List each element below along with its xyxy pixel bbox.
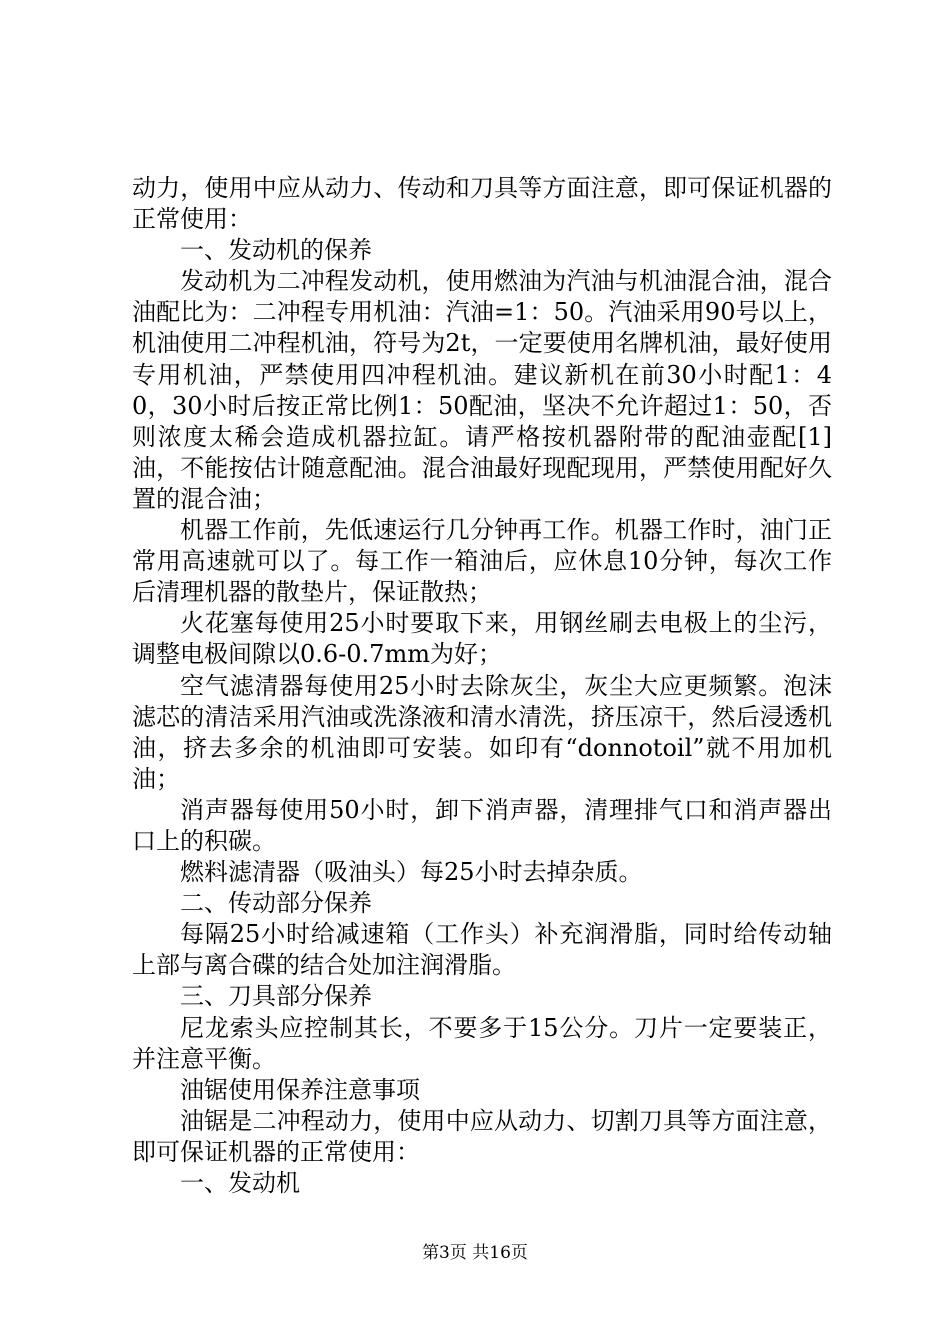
- paragraph-chainsaw-intro: 油锯是二冲程动力，使用中应从动力、切割刀具等方面注意，即可保证机器的正常使用：: [132, 1106, 832, 1166]
- heading-engine: 一、发动机: [180, 1169, 300, 1197]
- paragraph-gearbox-grease: 每隔25小时给减速箱（工作头）补充润滑脂，同时给传动轴上部与离合碟的结合处加注润滑脂。: [132, 920, 832, 980]
- paragraph-spark-plug: 火花塞每使用25小时要取下来，用钢丝刷去电极上的尘污，调整电极间隙以0.6-0.7mm为好；: [132, 609, 832, 669]
- heading-chainsaw-notes: 油锯使用保养注意事项: [180, 1075, 420, 1104]
- paragraph-fuel-filter: 燃料滤清器（吸油头）每25小时去掉杂质。: [180, 858, 643, 887]
- paragraph-continued-intro: 动力，使用中应从动力、传动和刀具等方面注意，即可保证机器的正常使用：: [132, 174, 832, 234]
- heading-blade-maintenance: 三、刀具部分保养: [180, 982, 372, 1011]
- paragraph-fuel-mix: 发动机为二冲程发动机，使用燃油为汽油与机油混合油，混合油配比为：二冲程专用机油：汽油=1：50。汽油采用90号以上，机油使用二冲程机油，符号为2t，一定要使用名牌机油，最好使用专用机油，严禁使用四冲程机油。建议新机在前30小时配1：40，30小时后按正常比例1：50配油，坚决不允许超过1：50，否则浓度太稀会造成机器拉缸。请严格按机器附带的配油壶配[1]油，不能按估计随意配油。混合油最好现配现用，严禁使用配好久置的混合油；: [132, 267, 832, 513]
- page-footer: 第3页 共16页: [422, 1243, 528, 1263]
- paragraph-muffler: 消声器每使用50小时，卸下消声器，清理排气口和消声器出口上的积碳。: [132, 795, 832, 855]
- paragraph-nylon-line: 尼龙索头应控制其长，不要多于15公分。刀片一定要装正，并注意平衡。: [132, 1013, 832, 1073]
- document-body: [132, 173, 832, 1199]
- paragraph-before-work: 机器工作前，先低速运行几分钟再工作。机器工作时，油门正常用高速就可以了。每工作一箱油后，应休息10分钟，每次工作后清理机器的散垫片，保证散热；: [132, 516, 832, 607]
- heading-transmission-maintenance: 二、传动部分保养: [180, 889, 372, 918]
- paragraph-air-filter: 空气滤清器每使用25小时去除灰尘，灰尘大应更频繁。泡沫滤芯的清洁采用汽油或洗涤液和清水清洗，挤压凉干，然后浸透机油，挤去多余的机油即可安装。如印有“donnotoil”就不用加机油；: [132, 671, 832, 793]
- heading-engine-maintenance: 一、发动机的保养: [180, 236, 372, 265]
